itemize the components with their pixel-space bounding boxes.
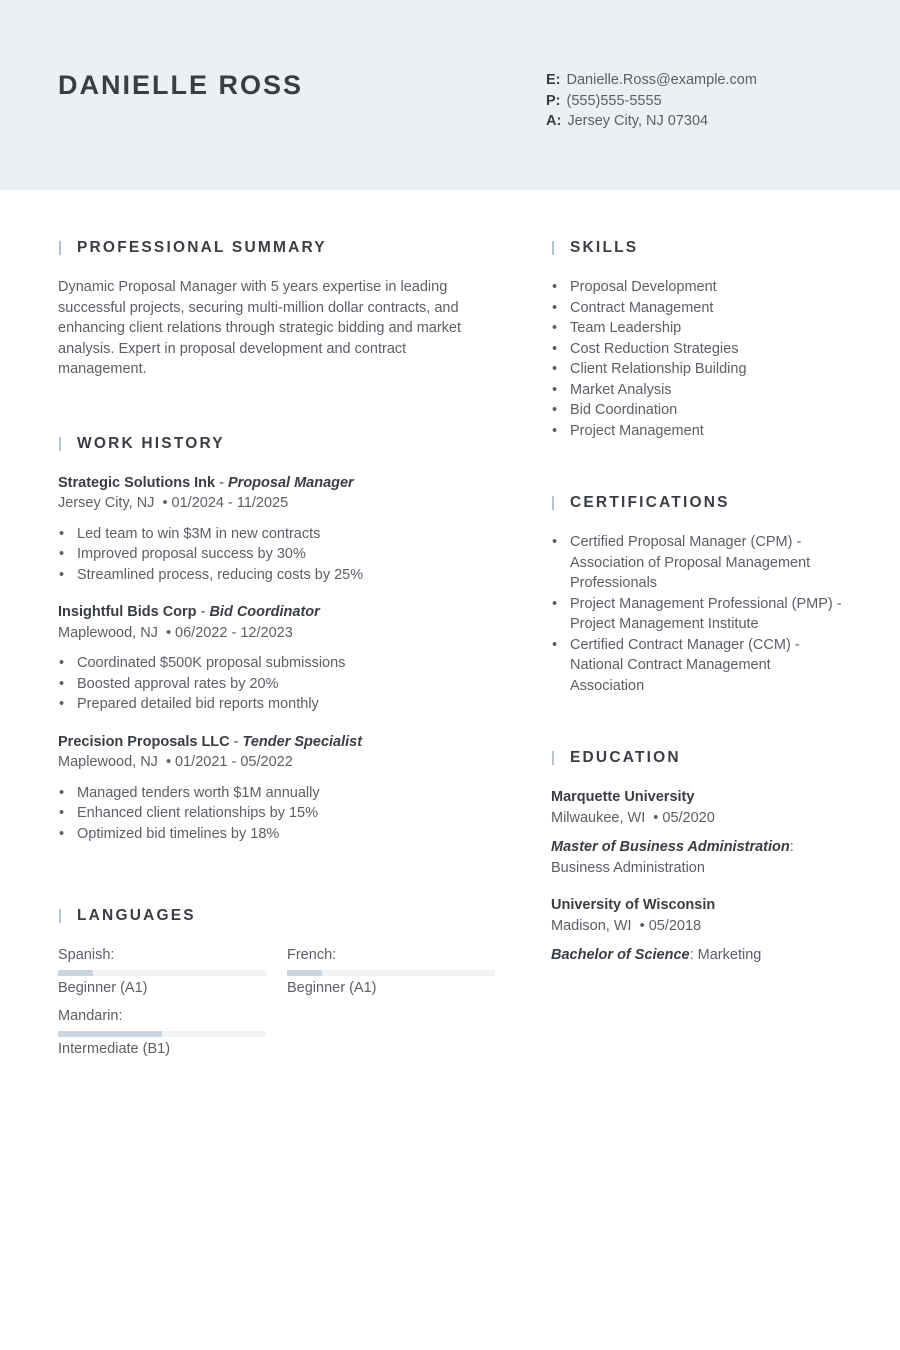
job-dates: 01/2021 - 05/2022 — [175, 754, 293, 770]
job-bullet: • Led team to win $3M in new contracts — [58, 524, 498, 545]
skill-item: • Market Analysis — [551, 380, 851, 401]
education-location: Milwaukee, WI — [551, 809, 646, 826]
language-item — [58, 945, 266, 998]
address-value: Jersey City, NJ 07304 — [567, 113, 709, 129]
job-location: Jersey City, NJ — [58, 495, 155, 511]
meta-dot: • — [161, 754, 172, 770]
resume-header — [0, 0, 900, 190]
skill-item: • Contract Management — [551, 298, 851, 319]
language-bar-track — [58, 970, 266, 976]
section-marker — [552, 241, 554, 255]
job-title: Tender Specialist — [242, 733, 363, 750]
address-label: A: — [546, 113, 562, 129]
skill-item: • Team Leadership — [551, 318, 851, 339]
job-bullet: • Enhanced client relationships by 15% — [58, 803, 498, 824]
meta-dot: • — [161, 624, 172, 641]
section-title-languages — [58, 906, 498, 926]
job-company: Strategic Solutions Ink — [58, 474, 216, 491]
language-item — [58, 1006, 266, 1059]
education-field: : Business Administration — [551, 839, 794, 876]
education-entry — [551, 895, 851, 966]
job-separator: - — [215, 474, 228, 491]
education-location: Madison, WI — [551, 917, 632, 934]
skill-item: • Project Management — [551, 421, 851, 442]
education-school: Marquette University — [551, 789, 695, 805]
job-location: Maplewood, NJ — [58, 624, 158, 641]
certification-item: • Certified Contract Manager (CCM) - National Contract Management Association — [551, 635, 843, 697]
phone-label: P: — [546, 92, 561, 109]
job-dates: 06/2022 - 12/2023 — [175, 624, 293, 641]
job-bullet: • Managed tenders worth $1M annually — [58, 783, 498, 804]
candidate-name: DANIELLE ROSS — [58, 70, 304, 100]
job-bullet: • Prepared detailed bid reports monthly — [58, 694, 498, 715]
section-marker — [59, 909, 61, 923]
language-bar-track — [287, 970, 495, 976]
job-entry — [58, 602, 498, 715]
education-entry — [551, 787, 851, 878]
job-meta — [58, 623, 498, 644]
job-meta — [58, 493, 498, 514]
job-bullet: • Optimized bid timelines by 18% — [58, 824, 498, 845]
skill-item: • Bid Coordination — [551, 400, 851, 421]
job-bullet: • Coordinated $500K proposal submissions — [58, 653, 498, 674]
language-name: Mandarin: — [58, 1008, 123, 1024]
address-row — [546, 111, 757, 132]
section-title-skills — [551, 238, 851, 258]
certification-item: • Project Management Professional (PMP) - Project Management Institute — [551, 594, 843, 635]
skill-item: • Cost Reduction Strategies — [551, 339, 851, 360]
language-level: Intermediate (B1) — [58, 1040, 171, 1057]
email-value[interactable]: Danielle.Ross@example.com — [566, 72, 757, 88]
meta-dot: • — [635, 917, 645, 934]
section-title-work — [58, 434, 498, 454]
meta-dot: • — [649, 809, 659, 826]
language-item — [287, 945, 495, 998]
job-bullets — [58, 653, 498, 715]
language-bar-fill — [287, 970, 322, 976]
contact-info — [546, 70, 757, 132]
section-title-languages-text: LANGUAGES — [77, 907, 196, 924]
job-location: Maplewood, NJ — [58, 754, 158, 770]
education-degree — [551, 837, 851, 878]
section-title-summary — [58, 238, 498, 258]
job-meta — [58, 752, 498, 773]
education-meta — [551, 808, 851, 829]
section-marker — [59, 437, 61, 451]
meta-dot: • — [158, 495, 168, 511]
job-entry — [58, 473, 498, 586]
section-marker — [552, 496, 554, 510]
job-title: Bid Coordinator — [209, 604, 320, 620]
job-company: Insightful Bids Corp — [58, 604, 197, 620]
certifications-list — [551, 532, 843, 696]
language-name: French: — [287, 947, 337, 963]
section-title-education-text: EDUCATION — [570, 749, 681, 766]
skill-item: • Client Relationship Building — [551, 359, 851, 380]
email-label: E: — [546, 72, 561, 88]
language-name: Spanish: — [58, 947, 115, 963]
education-degree-name: Master of Business Administration — [551, 839, 790, 855]
language-bar-fill — [58, 970, 93, 976]
left-column — [58, 238, 498, 1065]
job-company: Precision Proposals LLC — [58, 733, 230, 750]
summary-text: Dynamic Proposal Manager with 5 years expertise in leading successful projects, securing multi-million dollar contracts, and enhancing client relations through strategic bidding and market analysis. Expert in proposal development and contract management. — [58, 279, 462, 377]
email-row — [546, 70, 757, 91]
section-title-skills-text: SKILLS — [570, 239, 639, 256]
languages-grid — [58, 945, 498, 1065]
education-school: University of Wisconsin — [551, 897, 716, 913]
education-meta — [551, 916, 851, 937]
section-marker — [59, 241, 61, 255]
job-header — [58, 602, 498, 623]
skill-item: • Proposal Development — [551, 277, 851, 298]
education-degree — [551, 945, 851, 966]
job-separator: - — [229, 733, 243, 750]
job-separator: - — [196, 604, 210, 620]
certification-item: • Certified Proposal Manager (CPM) - Association of Proposal Management Professionals — [551, 532, 843, 594]
education-field: : Marketing — [689, 947, 762, 963]
skills-list — [551, 277, 851, 441]
education-degree-name: Bachelor of Science — [551, 947, 690, 963]
job-bullet: • Streamlined process, reducing costs by 25% — [58, 565, 498, 586]
job-bullets — [58, 524, 498, 586]
language-bar-fill — [58, 1031, 162, 1037]
job-header — [58, 473, 498, 494]
job-title: Proposal Manager — [228, 474, 354, 491]
section-marker — [552, 751, 554, 765]
job-entry — [58, 732, 498, 845]
right-column — [551, 238, 851, 966]
section-title-education — [551, 748, 851, 768]
job-dates: 01/2024 - 11/2025 — [171, 495, 289, 511]
section-title-certifications — [551, 493, 851, 513]
education-date: 05/2020 — [662, 809, 715, 826]
language-level: Beginner (A1) — [287, 979, 377, 996]
job-header — [58, 732, 498, 753]
phone-row — [546, 91, 757, 112]
job-bullets — [58, 783, 498, 845]
job-bullet: • Boosted approval rates by 20% — [58, 674, 498, 695]
language-bar-track — [58, 1031, 266, 1037]
education-date: 05/2018 — [648, 917, 702, 934]
section-title-work-text: WORK HISTORY — [77, 434, 225, 452]
language-level: Beginner (A1) — [58, 979, 148, 996]
section-title-certifications-text: CERTIFICATIONS — [570, 494, 730, 511]
phone-value: (555)555-5555 — [566, 92, 662, 109]
job-bullet: • Improved proposal success by 30% — [58, 544, 498, 565]
section-title-summary-text: PROFESSIONAL SUMMARY — [77, 239, 327, 256]
